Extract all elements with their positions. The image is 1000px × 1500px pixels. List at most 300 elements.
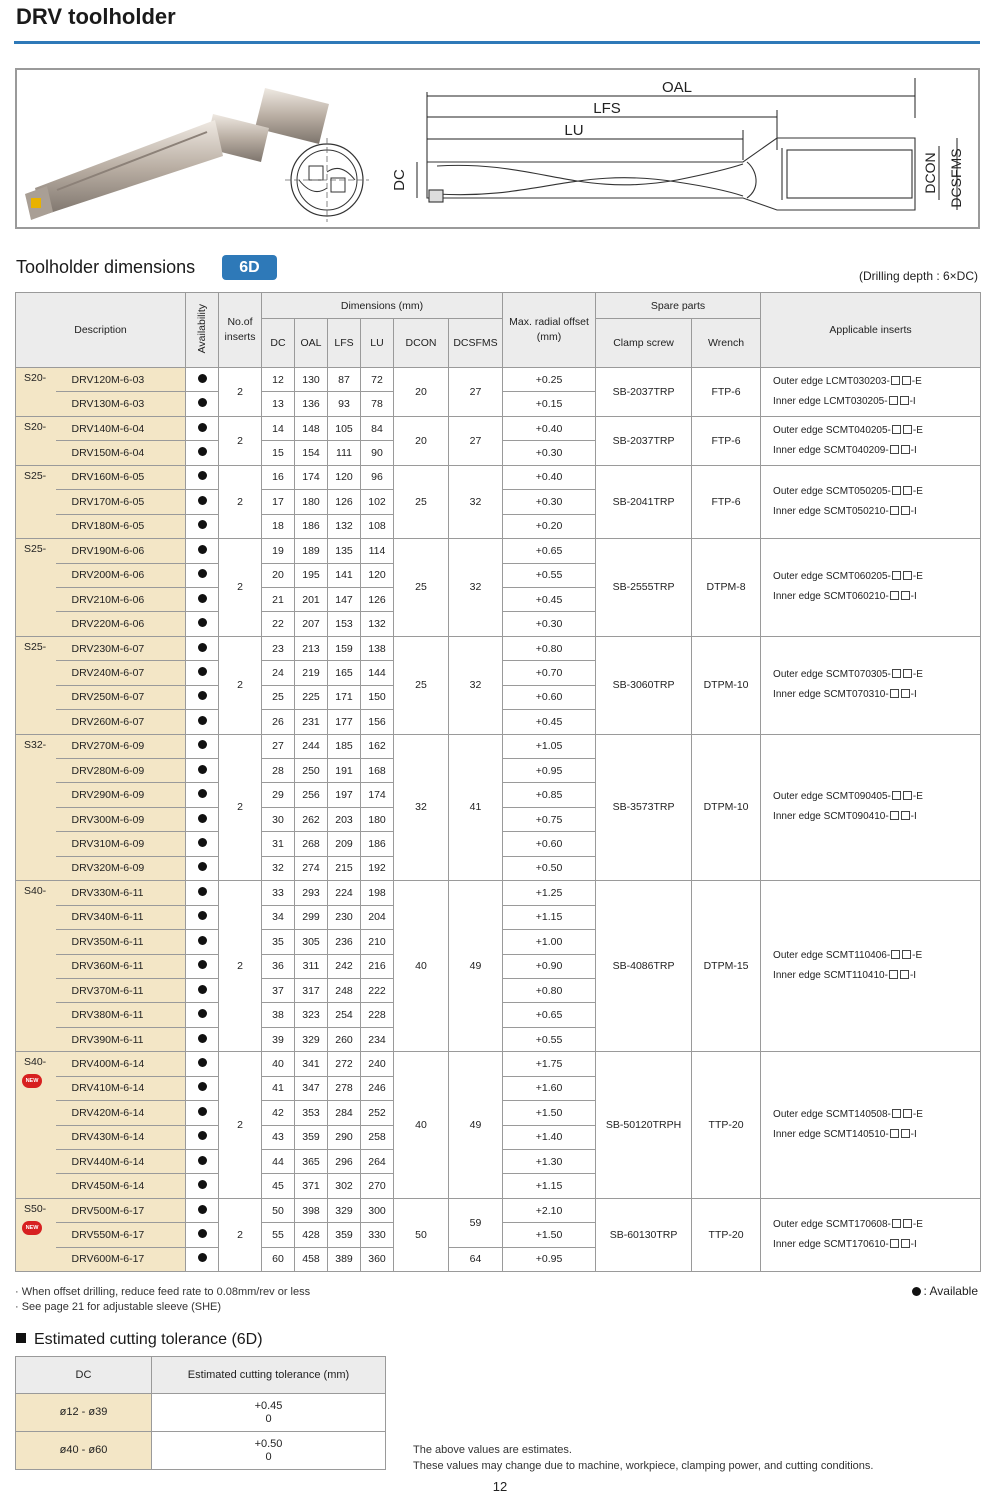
oal-value: 262 <box>295 807 328 831</box>
oal-value: 256 <box>295 783 328 807</box>
oal-label: OAL <box>661 79 693 96</box>
lu-value: 108 <box>361 514 394 538</box>
available-dot-icon <box>198 765 207 774</box>
blank-box-icon <box>903 1109 912 1118</box>
no-of-inserts: 2 <box>219 881 262 1052</box>
blank-box-icon <box>903 1219 912 1228</box>
depth-badge: 6D <box>222 255 277 280</box>
tol-col-tolerance: Estimated cutting tolerance (mm) <box>152 1357 386 1394</box>
lu-value: 174 <box>361 783 394 807</box>
applicable-inserts-value <box>761 1198 981 1271</box>
wrench-value: DTPM-8 <box>692 539 761 637</box>
blank-box-icon <box>891 950 900 959</box>
inner-edge-insert: Inner edge SCMT170610- -I <box>773 1239 917 1251</box>
availability-cell <box>186 759 219 783</box>
tolerance-table <box>15 1356 386 1470</box>
product-code: DRV300M-6-09 <box>56 807 186 831</box>
available-dot-icon <box>198 1131 207 1140</box>
availability-cell <box>186 636 219 660</box>
col-description: Description <box>16 293 186 368</box>
lu-value: 102 <box>361 490 394 514</box>
table-row <box>16 368 981 392</box>
available-dot-icon <box>198 936 207 945</box>
col-availability: Availability <box>186 293 219 368</box>
lfs-value: 126 <box>328 490 361 514</box>
wrench-value: TTP-20 <box>692 1198 761 1271</box>
max-radial-offset-value: +0.85 <box>503 783 596 807</box>
oal-value: 329 <box>295 1027 328 1051</box>
lfs-value: 203 <box>328 807 361 831</box>
max-radial-offset-value: +1.50 <box>503 1101 596 1125</box>
dc-value: 18 <box>262 514 295 538</box>
applicable-inserts-value <box>761 636 981 734</box>
blank-box-icon <box>890 591 899 600</box>
product-code: DRV170M-6-05 <box>56 490 186 514</box>
dcon-label: DCON <box>922 152 938 194</box>
lu-value: 132 <box>361 612 394 636</box>
product-code: DRV360M-6-11 <box>56 954 186 978</box>
oal-value: 219 <box>295 661 328 685</box>
lu-value: 360 <box>361 1247 394 1271</box>
no-of-inserts: 2 <box>219 1052 262 1199</box>
max-radial-offset-value: +1.60 <box>503 1076 596 1100</box>
lu-value: 138 <box>361 636 394 660</box>
wrench-value: DTPM-15 <box>692 881 761 1052</box>
product-code: DRV160M-6-05 <box>56 465 186 489</box>
availability-cell <box>186 905 219 929</box>
oal-value: 274 <box>295 856 328 880</box>
max-radial-offset-value: +0.45 <box>503 587 596 611</box>
lfs-value: 296 <box>328 1150 361 1174</box>
table-row <box>16 734 981 758</box>
estimate-note-line: The above values are estimates. <box>413 1444 572 1456</box>
max-radial-offset-value: +0.60 <box>503 685 596 709</box>
table-row <box>16 1198 981 1222</box>
lfs-value: 159 <box>328 636 361 660</box>
availability-cell <box>186 930 219 954</box>
dc-value: 21 <box>262 587 295 611</box>
availability-cell <box>186 1198 219 1222</box>
dcsfms-value: 32 <box>449 465 503 538</box>
table-row <box>16 636 981 660</box>
product-code: DRV290M-6-09 <box>56 783 186 807</box>
tol-dc-range: ø12 - ø39 <box>16 1394 152 1432</box>
dc-value: 38 <box>262 1003 295 1027</box>
dcsfms-value: 59 <box>449 1198 503 1247</box>
lu-value: 270 <box>361 1174 394 1198</box>
blank-box-icon <box>892 425 901 434</box>
lu-value: 150 <box>361 685 394 709</box>
col-dimensions: Dimensions (mm) <box>262 293 503 319</box>
dc-value: 14 <box>262 416 295 440</box>
lu-value: 228 <box>361 1003 394 1027</box>
tol-dc-range: ø40 - ø60 <box>16 1432 152 1470</box>
blank-box-icon <box>901 689 910 698</box>
oal-value: 189 <box>295 539 328 563</box>
availability-cell <box>186 832 219 856</box>
shank-prefix: S20- <box>16 368 56 417</box>
blank-box-icon <box>890 1129 899 1138</box>
shank-prefix: S32- <box>16 734 56 881</box>
availability-cell <box>186 368 219 392</box>
available-dot-icon <box>198 1205 207 1214</box>
available-dot-icon <box>198 1229 207 1238</box>
lfs-value: 135 <box>328 539 361 563</box>
dc-value: 36 <box>262 954 295 978</box>
clamp-screw-value: SB-2037TRP <box>596 368 692 417</box>
available-dot-icon <box>198 838 207 847</box>
clamp-screw-value: SB-60130TRP <box>596 1198 692 1271</box>
available-dot-icon <box>198 1009 207 1018</box>
applicable-inserts-value <box>761 416 981 465</box>
shank-prefix: S40- <box>16 881 56 1052</box>
inner-edge-insert: Inner edge SCMT110410- -I <box>773 970 917 982</box>
available-dot-icon <box>198 496 207 505</box>
dcsfms-value: 32 <box>449 636 503 734</box>
max-radial-offset-value: +1.00 <box>503 930 596 954</box>
inner-edge-insert: Inner edge SCMT050210- -I <box>773 505 917 517</box>
lfs-value: 302 <box>328 1174 361 1198</box>
oal-value: 365 <box>295 1150 328 1174</box>
section-title: Toolholder dimensions <box>16 257 196 277</box>
dc-value: 43 <box>262 1125 295 1149</box>
blank-box-icon <box>901 445 910 454</box>
availability-cell <box>186 1223 219 1247</box>
available-dot-icon <box>198 594 207 603</box>
availability-cell <box>186 514 219 538</box>
available-dot-icon <box>198 814 207 823</box>
blank-box-icon <box>901 1239 910 1248</box>
oal-value: 213 <box>295 636 328 660</box>
blank-box-icon <box>889 970 898 979</box>
available-dot-icon <box>198 716 207 725</box>
applicable-inserts-value <box>761 1052 981 1199</box>
blank-box-icon <box>903 571 912 580</box>
product-code: DRV120M-6-03 <box>56 368 186 392</box>
product-code: DRV310M-6-09 <box>56 832 186 856</box>
blank-box-icon <box>890 1239 899 1248</box>
dc-value: 60 <box>262 1247 295 1271</box>
new-badge: NEW <box>22 1074 42 1088</box>
shank-prefix: S40- NEW <box>16 1052 56 1199</box>
lu-value: 258 <box>361 1125 394 1149</box>
blank-box-icon <box>903 791 912 800</box>
dc-value: 28 <box>262 759 295 783</box>
dc-value: 26 <box>262 710 295 734</box>
oal-value: 201 <box>295 587 328 611</box>
available-dot-icon <box>198 1082 207 1091</box>
lu-value: 114 <box>361 539 394 563</box>
availability-cell <box>186 978 219 1002</box>
dc-value: 16 <box>262 465 295 489</box>
available-dot-icon <box>198 1034 207 1043</box>
lu-value: 252 <box>361 1101 394 1125</box>
blank-box-icon <box>900 970 909 979</box>
dcon-value: 50 <box>394 1198 449 1271</box>
dcon-value: 40 <box>394 1052 449 1199</box>
table-row <box>16 1432 386 1470</box>
oal-value: 311 <box>295 954 328 978</box>
lfs-value: 290 <box>328 1125 361 1149</box>
max-radial-offset-value: +0.40 <box>503 465 596 489</box>
max-radial-offset-value: +0.50 <box>503 856 596 880</box>
lfs-value: 359 <box>328 1223 361 1247</box>
oal-value: 174 <box>295 465 328 489</box>
outer-edge-insert: Outer edge SCMT170608- -E <box>773 1219 923 1231</box>
applicable-inserts-value <box>761 539 981 637</box>
lfs-value: 93 <box>328 392 361 416</box>
outer-edge-insert: Outer edge SCMT090405- -E <box>773 791 923 803</box>
available-dot-icon <box>198 643 207 652</box>
col-lu: LU <box>361 319 394 368</box>
lfs-label: LFS <box>593 100 621 117</box>
available-dot-icon <box>198 960 207 969</box>
blank-box-icon <box>890 689 899 698</box>
outer-edge-insert: Outer edge SCMT050205- -E <box>773 485 923 497</box>
max-radial-offset-value: +0.65 <box>503 1003 596 1027</box>
clamp-screw-value: SB-2555TRP <box>596 539 692 637</box>
footnote-feed-rate: · When offset drilling, reduce feed rate to 0.08mm/rev or less <box>15 1286 311 1298</box>
table-row <box>16 416 981 440</box>
max-radial-offset-value: +1.30 <box>503 1150 596 1174</box>
dcsfms-label: DCSFMS <box>948 148 964 208</box>
wrench-value: DTPM-10 <box>692 636 761 734</box>
dcsfms-value: 27 <box>449 368 503 417</box>
availability-cell <box>186 441 219 465</box>
lu-value: 84 <box>361 416 394 440</box>
max-radial-offset-value: +0.90 <box>503 954 596 978</box>
wrench-value: DTPM-10 <box>692 734 761 881</box>
max-radial-offset-value: +0.55 <box>503 1027 596 1051</box>
available-dot-icon <box>198 374 207 383</box>
no-of-inserts: 2 <box>219 636 262 734</box>
available-dot-icon <box>198 789 207 798</box>
dcon-value: 25 <box>394 465 449 538</box>
dc-value: 42 <box>262 1101 295 1125</box>
dcon-value: 32 <box>394 734 449 881</box>
footnote-adjustable-sleeve: · See page 21 for adjustable sleeve (SHE) <box>15 1301 222 1313</box>
lfs-value: 165 <box>328 661 361 685</box>
outer-edge-insert: Outer edge SCMT060205- -E <box>773 571 923 583</box>
max-radial-offset-value: +1.75 <box>503 1052 596 1076</box>
drill-drawing <box>427 138 915 210</box>
dc-value: 39 <box>262 1027 295 1051</box>
lfs-value: 147 <box>328 587 361 611</box>
dcon-value: 20 <box>394 368 449 417</box>
product-code: DRV350M-6-11 <box>56 930 186 954</box>
product-code: DRV430M-6-14 <box>56 1125 186 1149</box>
available-dot-icon <box>198 545 207 554</box>
lu-value: 300 <box>361 1198 394 1222</box>
product-code: DRV410M-6-14 <box>56 1076 186 1100</box>
available-dot-icon <box>198 740 207 749</box>
max-radial-offset-value: +0.30 <box>503 490 596 514</box>
dcsfms-value: 49 <box>449 881 503 1052</box>
blank-box-icon <box>890 506 899 515</box>
lfs-value: 171 <box>328 685 361 709</box>
product-code: DRV250M-6-07 <box>56 685 186 709</box>
availability-cell <box>186 1247 219 1271</box>
lu-value: 96 <box>361 465 394 489</box>
availability-cell <box>186 1076 219 1100</box>
availability-cell <box>186 685 219 709</box>
dc-value: 13 <box>262 392 295 416</box>
product-code: DRV440M-6-14 <box>56 1150 186 1174</box>
blank-box-icon <box>892 791 901 800</box>
outer-edge-insert: Outer edge SCMT140508- -E <box>773 1109 923 1121</box>
wrench-value: FTP-6 <box>692 416 761 465</box>
oal-value: 305 <box>295 930 328 954</box>
dcsfms-value: 41 <box>449 734 503 881</box>
blank-box-icon <box>892 486 901 495</box>
max-radial-offset-value: +0.20 <box>503 514 596 538</box>
available-dot-icon <box>198 887 207 896</box>
dimensions-table-body <box>16 368 981 1272</box>
availability-cell <box>186 1052 219 1076</box>
lu-value: 234 <box>361 1027 394 1051</box>
available-dot-icon <box>198 691 207 700</box>
lfs-value: 197 <box>328 783 361 807</box>
max-radial-offset-value: +0.75 <box>503 807 596 831</box>
product-code: DRV280M-6-09 <box>56 759 186 783</box>
product-code: DRV240M-6-07 <box>56 661 186 685</box>
dc-value: 15 <box>262 441 295 465</box>
available-dot-icon <box>198 667 207 676</box>
dc-label: DC <box>391 169 408 191</box>
availability-cell <box>186 1027 219 1051</box>
lu-value: 168 <box>361 759 394 783</box>
oal-value: 180 <box>295 490 328 514</box>
dc-value: 12 <box>262 368 295 392</box>
blank-box-icon <box>890 811 899 820</box>
table-row <box>16 539 981 563</box>
product-code: DRV380M-6-11 <box>56 1003 186 1027</box>
available-dot-icon <box>198 862 207 871</box>
lfs-value: 254 <box>328 1003 361 1027</box>
oal-value: 186 <box>295 514 328 538</box>
outer-edge-insert: Outer edge LCMT030203- -E <box>773 375 922 387</box>
oal-value: 207 <box>295 612 328 636</box>
blank-box-icon <box>902 376 911 385</box>
availability-cell <box>186 710 219 734</box>
availability-cell <box>186 954 219 978</box>
lfs-value: 191 <box>328 759 361 783</box>
max-radial-offset-value: +0.15 <box>503 392 596 416</box>
no-of-inserts: 2 <box>219 368 262 417</box>
lfs-value: 230 <box>328 905 361 929</box>
tolerance-title <box>16 1331 263 1349</box>
clamp-screw-value: SB-50120TRPH <box>596 1052 692 1199</box>
wrench-value: TTP-20 <box>692 1052 761 1199</box>
oal-value: 323 <box>295 1003 328 1027</box>
availability-cell <box>186 612 219 636</box>
oal-value: 268 <box>295 832 328 856</box>
available-dot-icon <box>912 1287 921 1296</box>
tool-photo <box>25 88 329 220</box>
max-radial-offset-value: +1.40 <box>503 1125 596 1149</box>
col-applicable-inserts: Applicable inserts <box>761 293 981 368</box>
col-dcsfms: DCSFMS <box>449 319 503 368</box>
available-dot-icon <box>198 1058 207 1067</box>
lu-value: 126 <box>361 587 394 611</box>
blank-box-icon <box>901 811 910 820</box>
clamp-screw-value: SB-2037TRP <box>596 416 692 465</box>
outer-edge-insert: Outer edge SCMT070305- -E <box>773 669 923 681</box>
availability-cell <box>186 1101 219 1125</box>
table-row <box>16 881 981 905</box>
blank-box-icon <box>901 506 910 515</box>
availability-cell <box>186 392 219 416</box>
col-lfs: LFS <box>328 319 361 368</box>
dc-value: 30 <box>262 807 295 831</box>
lfs-value: 141 <box>328 563 361 587</box>
max-radial-offset-value: +0.70 <box>503 661 596 685</box>
inner-edge-insert: Inner edge SCMT070310- -I <box>773 689 917 701</box>
dc-value: 50 <box>262 1198 295 1222</box>
dc-value: 27 <box>262 734 295 758</box>
available-dot-icon <box>198 985 207 994</box>
dc-value: 23 <box>262 636 295 660</box>
product-code: DRV220M-6-06 <box>56 612 186 636</box>
lu-value: 222 <box>361 978 394 1002</box>
availability-cell <box>186 563 219 587</box>
oal-value: 231 <box>295 710 328 734</box>
lu-value: 180 <box>361 807 394 831</box>
inner-edge-insert: Inner edge SCMT060210- -I <box>773 591 917 603</box>
product-code: DRV230M-6-07 <box>56 636 186 660</box>
available-dot-icon <box>198 520 207 529</box>
product-figure <box>15 68 980 229</box>
square-bullet-icon <box>16 1333 26 1343</box>
dc-value: 31 <box>262 832 295 856</box>
oal-value: 428 <box>295 1223 328 1247</box>
blank-box-icon <box>903 669 912 678</box>
applicable-inserts-value <box>761 368 981 417</box>
col-wrench: Wrench <box>692 319 761 368</box>
max-radial-offset-value: +0.30 <box>503 612 596 636</box>
oal-value: 244 <box>295 734 328 758</box>
available-dot-icon <box>198 618 207 627</box>
page-title: DRV toolholder <box>16 4 176 29</box>
inner-edge-insert: Inner edge LCMT030205- -I <box>773 395 916 407</box>
available-dot-icon <box>198 1107 207 1116</box>
oal-value: 148 <box>295 416 328 440</box>
available-dot-icon <box>198 471 207 480</box>
dcsfms-value: 49 <box>449 1052 503 1199</box>
lu-value: 90 <box>361 441 394 465</box>
dc-value: 24 <box>262 661 295 685</box>
max-radial-offset-value: +0.25 <box>503 368 596 392</box>
oal-value: 250 <box>295 759 328 783</box>
lfs-value: 111 <box>328 441 361 465</box>
lfs-value: 177 <box>328 710 361 734</box>
outer-edge-insert: Outer edge SCMT110406- -E <box>773 950 923 962</box>
oal-value: 371 <box>295 1174 328 1198</box>
available-dot-icon <box>198 911 207 920</box>
max-radial-offset-value: +2.10 <box>503 1198 596 1222</box>
shank-prefix: S20- <box>16 416 56 465</box>
product-code: DRV600M-6-17 <box>56 1247 186 1271</box>
available-dot-icon <box>198 398 207 407</box>
availability-cell <box>186 1150 219 1174</box>
availability-cell <box>186 539 219 563</box>
product-code: DRV140M-6-04 <box>56 416 186 440</box>
oal-value: 359 <box>295 1125 328 1149</box>
clamp-screw-value: SB-4086TRP <box>596 881 692 1052</box>
oal-value: 130 <box>295 368 328 392</box>
col-dc: DC <box>262 319 295 368</box>
lfs-value: 260 <box>328 1027 361 1051</box>
